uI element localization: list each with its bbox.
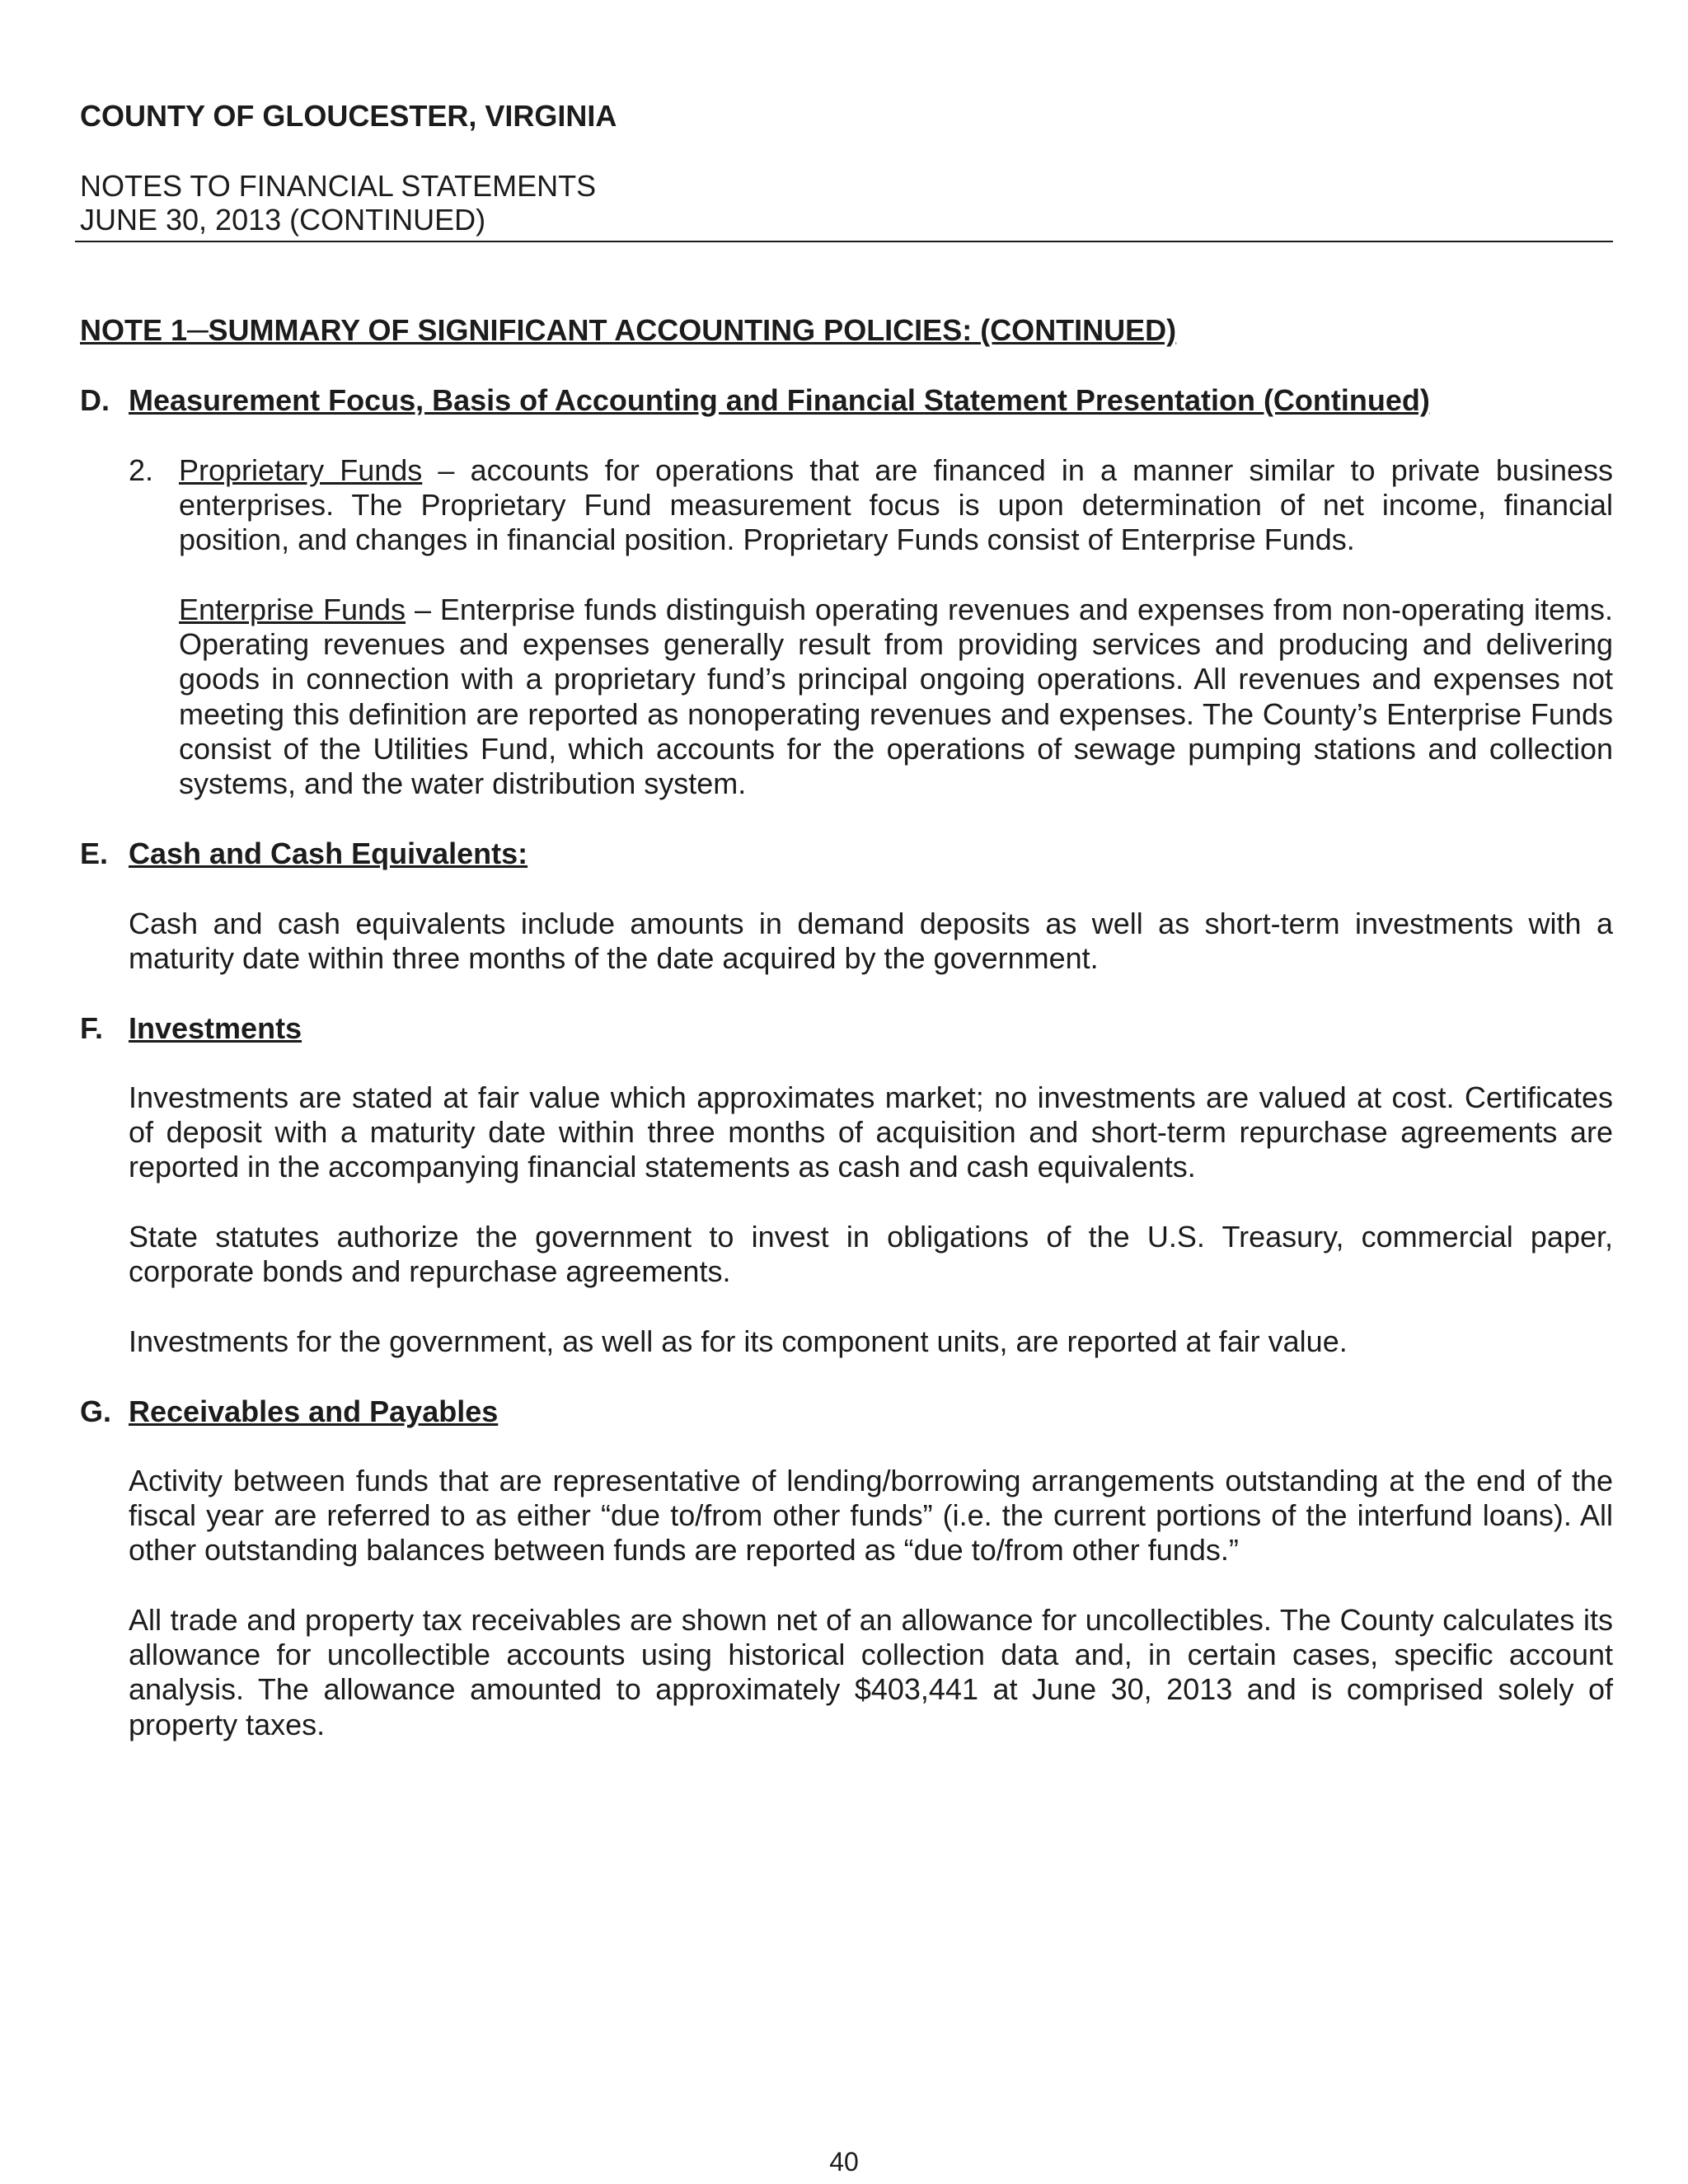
section-e-letter: E. <box>80 837 109 870</box>
section-f-paragraph-1: Investments are stated at fair value which approximates market; no investments are valued at cost. Certificates of deposit with a maturity date within three months of acquisition and short-term repurchase agreements are reported in the accompanying financial statements as cash and cash equivalents. <box>129 1080 1613 1184</box>
county-name: COUNTY OF GLOUCESTER, VIRGINIA <box>80 99 617 133</box>
proprietary-funds-term: Proprietary Funds <box>179 453 423 487</box>
note-title: NOTE 1─SUMMARY OF SIGNIFICANT ACCOUNTING POLICIES: (CONTINUED) <box>80 313 1177 347</box>
enterprise-funds-paragraph <box>179 593 1613 801</box>
document-title: NOTES TO FINANCIAL STATEMENTS <box>80 169 597 203</box>
section-d-title: Measurement Focus, Basis of Accounting and Financial Statement Presentation (Continued) <box>129 383 1430 417</box>
section-f-paragraph-2: State statutes authorize the government to invest in obligations of the U.S. Treasury, commercial paper, corporate bonds and repurchase agreements. <box>129 1220 1613 1289</box>
section-d-letter: D. <box>80 383 110 417</box>
section-g-paragraph-2: All trade and property tax receivables are shown net of an allowance for uncollectibles. The County calculates its allowance for uncollectible accounts using historical collection data and, in certain cases, specific account analysis. The allowance amounted to approximately $403,441 at June 30, 2013 and is comprised solely of property taxes. <box>129 1603 1613 1741</box>
section-f-title: Investments <box>129 1011 302 1045</box>
enterprise-funds-text: – Enterprise funds distinguish operating revenues and expenses from non-operating items. Operating revenues and expenses generally result from providing services and producing and delivering goods in connection with a proprietary fund’s principal ongoing operations. All revenues and expenses not meeting this definition are reported as nonoperating revenues and expenses. The County’s Enterprise Funds consist of the Utilities Fund, which accounts for the operations of sewage pumping stations and collection systems, and the water distribution system. <box>179 593 1613 801</box>
date-line: JUNE 30, 2013 (CONTINUED) <box>80 203 486 237</box>
item-2-number: 2. <box>129 453 154 487</box>
section-f-paragraph-3: Investments for the government, as well as for its component units, are reported at fair value. <box>129 1324 1348 1358</box>
enterprise-funds-term: Enterprise Funds <box>179 593 406 626</box>
section-g-paragraph-1: Activity between funds that are representative of lending/borrowing arrangements outstanding at the end of the fiscal year are referred to as either “due to/from other funds” (i.e. the current portions of the interfund loans). All other outstanding balances between funds are reported as “due to/from other funds.” <box>129 1464 1613 1568</box>
section-f-letter: F. <box>80 1011 104 1045</box>
proprietary-funds-paragraph <box>179 453 1613 558</box>
section-g-title: Receivables and Payables <box>129 1394 499 1428</box>
header-rule <box>75 241 1613 242</box>
section-e-paragraph-1: Cash and cash equivalents include amounts in demand deposits as well as short-term investments with a maturity date within three months of the date acquired by the government. <box>129 907 1613 976</box>
section-g-letter: G. <box>80 1394 112 1428</box>
section-e-title: Cash and Cash Equivalents: <box>129 837 528 870</box>
page-number: 40 <box>829 2147 859 2177</box>
proprietary-funds-text: – accounts for operations that are financed in a manner similar to private business enterprises. The Proprietary Fund measurement focus is upon determination of net income, financial position, and changes in financial position. Proprietary Funds consist of Enterprise Funds. <box>179 453 1613 557</box>
